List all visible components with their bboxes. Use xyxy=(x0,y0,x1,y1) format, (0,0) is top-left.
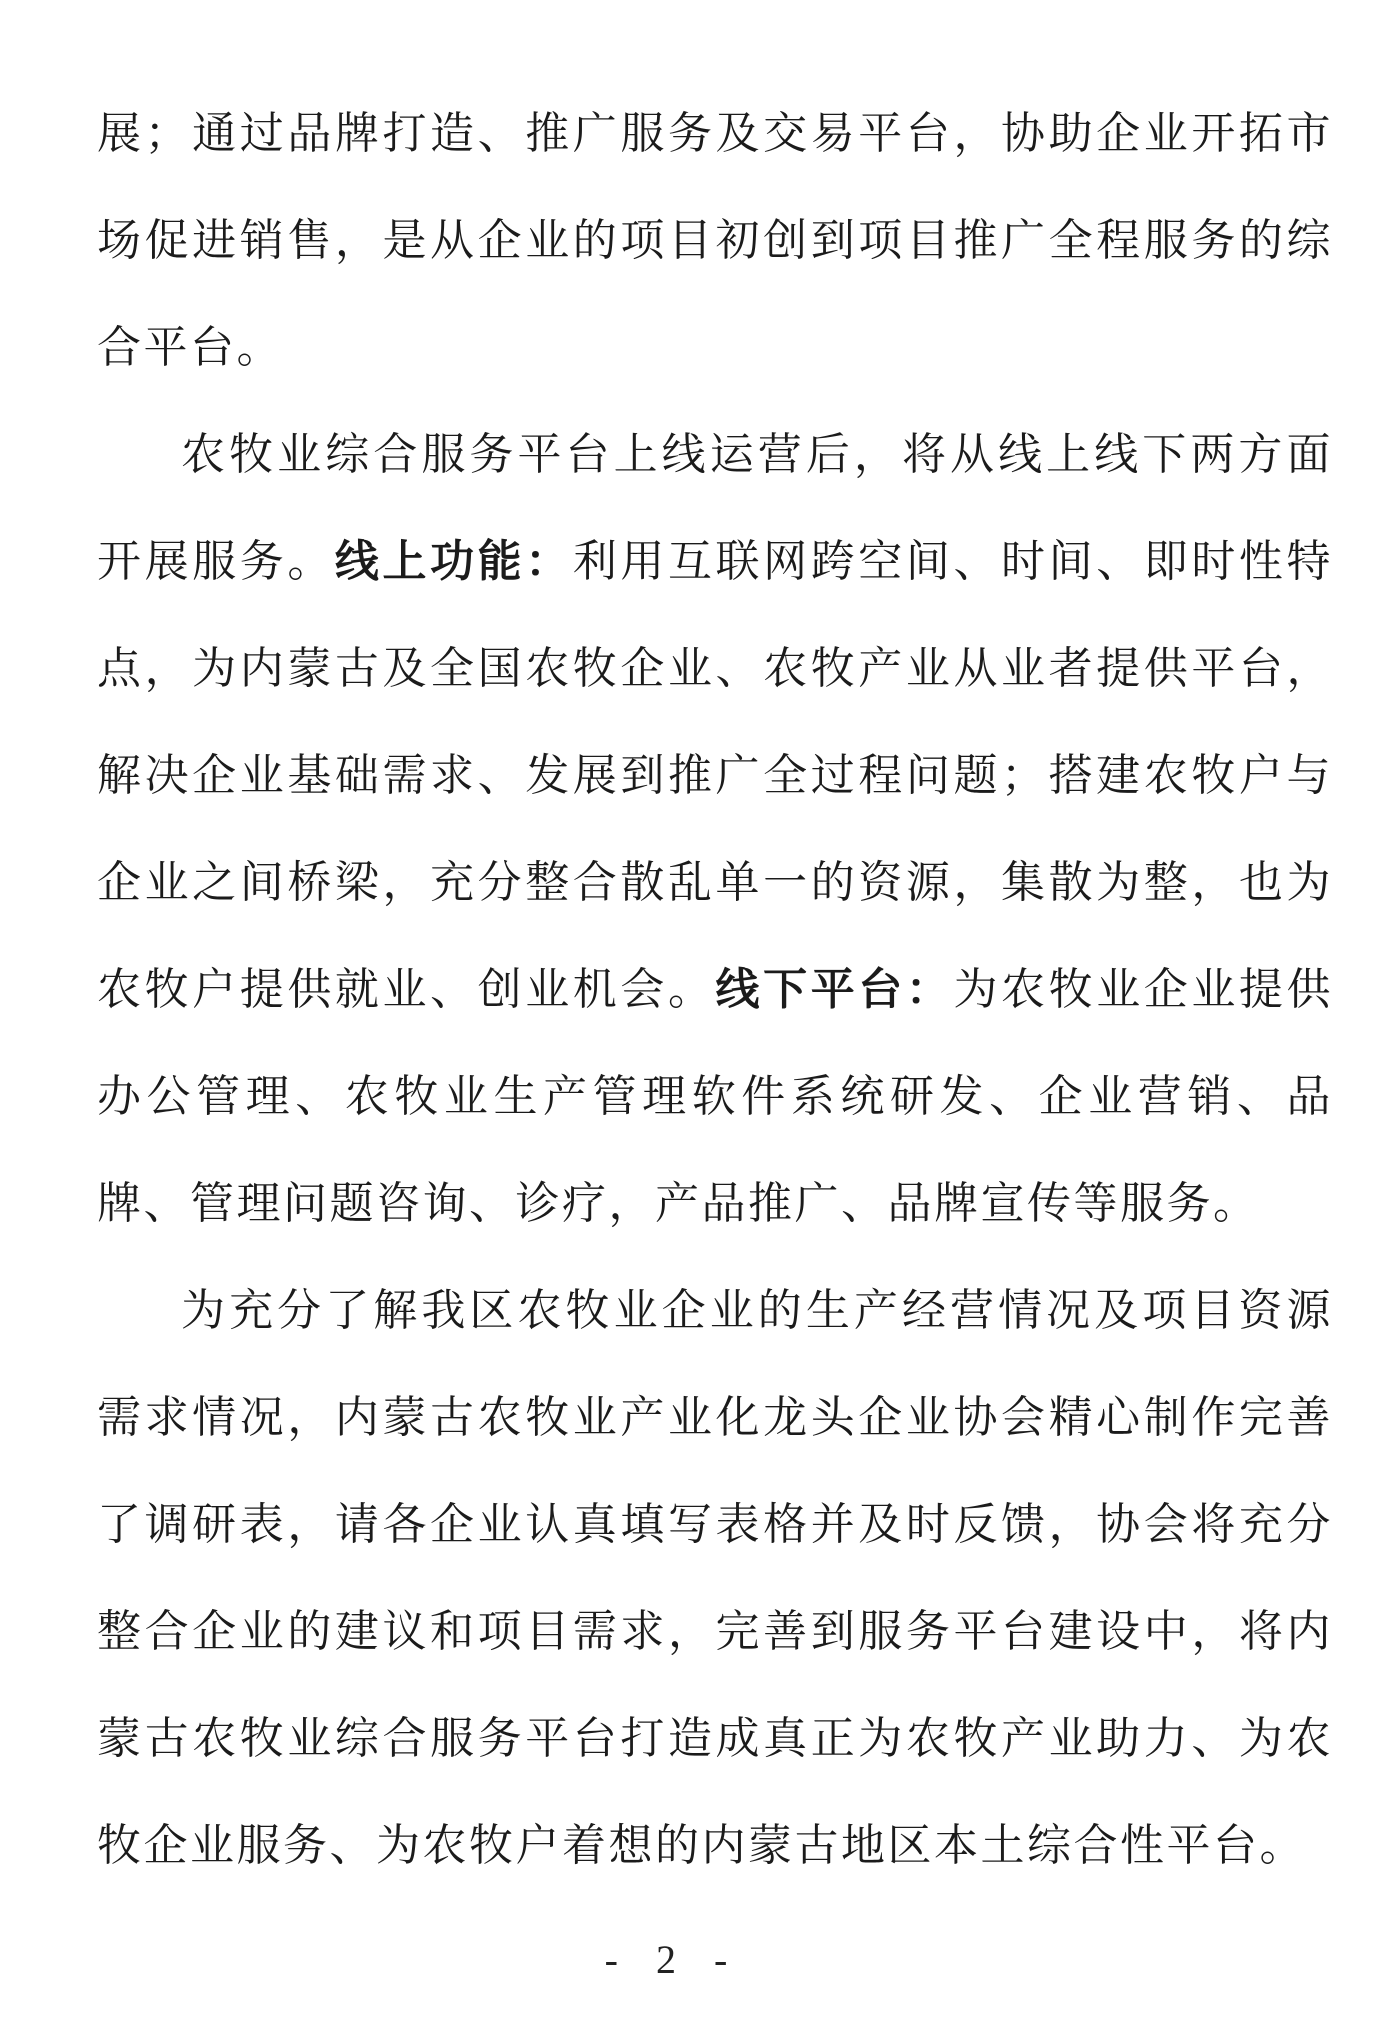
paragraph-text: 展；通过品牌打造、推广服务及交易平台，协助企业开拓市场促进销售，是从企业的项目初创到项目推广全程服务的综合平台。 xyxy=(97,109,1333,372)
online-function-label: 线上功能： xyxy=(334,537,573,586)
offline-platform-label: 线下平台： xyxy=(715,965,954,1014)
paragraph-continuation xyxy=(97,80,1333,401)
document-body xyxy=(97,80,1333,1899)
paragraph-platform-operations xyxy=(97,401,1333,1257)
paragraph-text: 为充分了解我区农牧业企业的生产经营情况及项目资源需求情况，内蒙古农牧业产业化龙头企业协会精心制作完善了调研表，请各企业认真填写表格并及时反馈，协会将充分整合企业的建议和项目需求，完善到服务平台建设中，将内蒙古农牧业综合服务平台打造成真正为农牧产业助力、为农牧企业服务、为农牧户着想的内蒙古地区本土综合性平台。 xyxy=(97,1286,1333,1870)
paragraph-text: 农牧业综合服务平台上线运营后，将从线上线下两方面开展服务。 xyxy=(97,430,1333,586)
paragraph-survey-request xyxy=(97,1257,1333,1899)
page-number: - 2 - xyxy=(604,1937,742,1982)
paragraph-text: 利用互联网跨空间、时间、即时性特点，为内蒙古及全国农牧企业、农牧产业从业者提供平台，解决企业基础需求、发展到推广全过程问题；搭建农牧户与企业之间桥梁，充分整合散乱单一的资源，集散为整，也为农牧户提供就业、创业机会。 xyxy=(97,537,1334,1014)
paragraph-text: 为农牧业企业提供办公管理、农牧业生产管理软件系统研发、企业营销、品牌、管理问题咨询、诊疗，产品推广、品牌宣传等服务。 xyxy=(97,965,1334,1228)
